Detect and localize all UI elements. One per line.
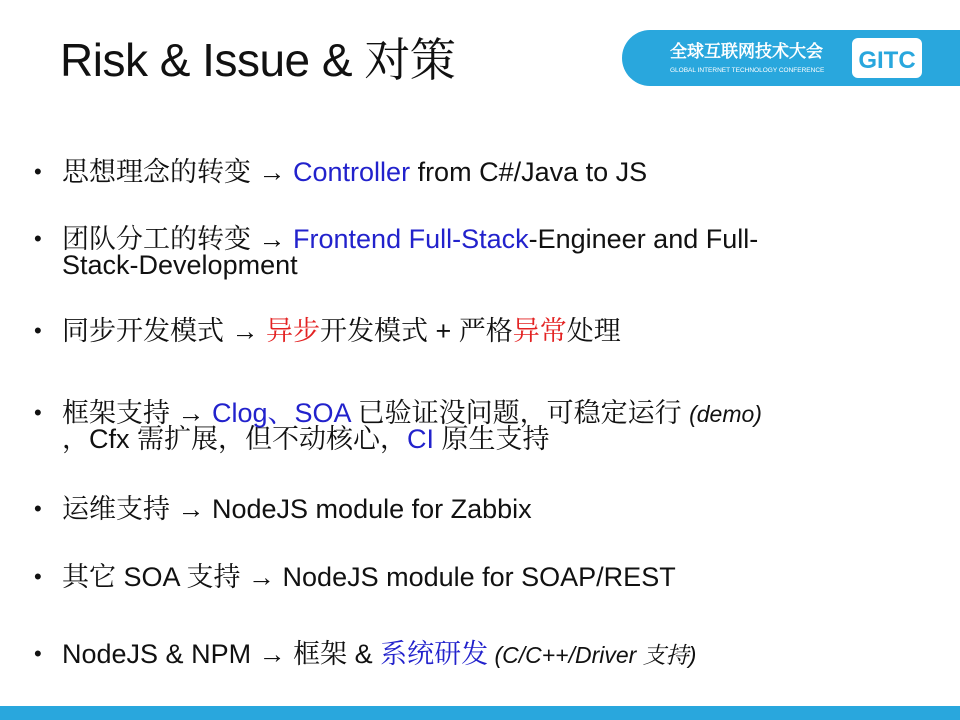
bullet-text: NodeJS & NPM → 框架 & <box>62 639 381 669</box>
bullet-text-line2: Stack-Development <box>62 250 298 280</box>
slide-title: Risk & Issue & 对策 <box>60 34 456 86</box>
bullet-highlight-red: 异常 <box>512 316 567 346</box>
gitc-mark-icon <box>852 38 922 78</box>
bullet-text: 团队分工的转变 → <box>62 224 294 254</box>
bullet-text: 原生支持 <box>434 424 550 454</box>
bullet-dot: • <box>34 400 42 425</box>
bullet-italic-note: (demo) <box>689 401 762 427</box>
bullet-highlight: 系统研发 <box>380 639 489 669</box>
bullet-highlight-red: 异步 <box>266 316 321 346</box>
bullet-italic-note: (C/C++/Driver 支持) <box>488 642 697 668</box>
bullet-dot: • <box>34 496 42 521</box>
bullet-dot: • <box>34 641 42 666</box>
bullet-highlight: Clog、SOA <box>212 398 351 428</box>
bullet-text: 处理 <box>566 316 621 346</box>
bullet-text: -Engineer and Full- <box>528 224 759 254</box>
bullet-highlight: Controller <box>293 157 411 187</box>
logo-cn-text: 全球互联网技术大会 <box>670 42 823 61</box>
bullet-text: 已验证没问题，可稳定运行 <box>350 398 690 428</box>
bullet-highlight: Frontend Full-Stack <box>293 224 529 254</box>
bullet-text: ，Cfx 需扩展，但不动核心， <box>62 424 408 454</box>
bullet-text: 同步开发模式 → <box>62 316 267 346</box>
logo-mark-text: GITC <box>858 47 916 74</box>
logo-en-text: GLOBAL INTERNET TECHNOLOGY CONFERENCE <box>670 67 825 74</box>
bullet-dot: • <box>34 226 42 251</box>
bullet-text: 其它 SOA 支持 → NodeJS module for SOAP/REST <box>62 562 676 592</box>
bullet-text: 开发模式 + 严格 <box>320 316 513 346</box>
bullet-dot: • <box>34 318 42 343</box>
footer-bar <box>0 706 960 720</box>
bullet-dot: • <box>34 159 42 184</box>
bullet-text-line2 <box>62 425 550 453</box>
gitc-logo <box>622 30 960 86</box>
bullet-text: 运维支持 → NodeJS module for Zabbix <box>62 494 532 524</box>
bullet-text: 思想理念的转变 → <box>62 157 294 187</box>
bullet-highlight: CI <box>407 424 435 454</box>
bullet-text: 框架支持 → <box>62 398 213 428</box>
bullet-text: from C#/Java to JS <box>410 157 648 187</box>
bullet-dot: • <box>34 564 42 589</box>
